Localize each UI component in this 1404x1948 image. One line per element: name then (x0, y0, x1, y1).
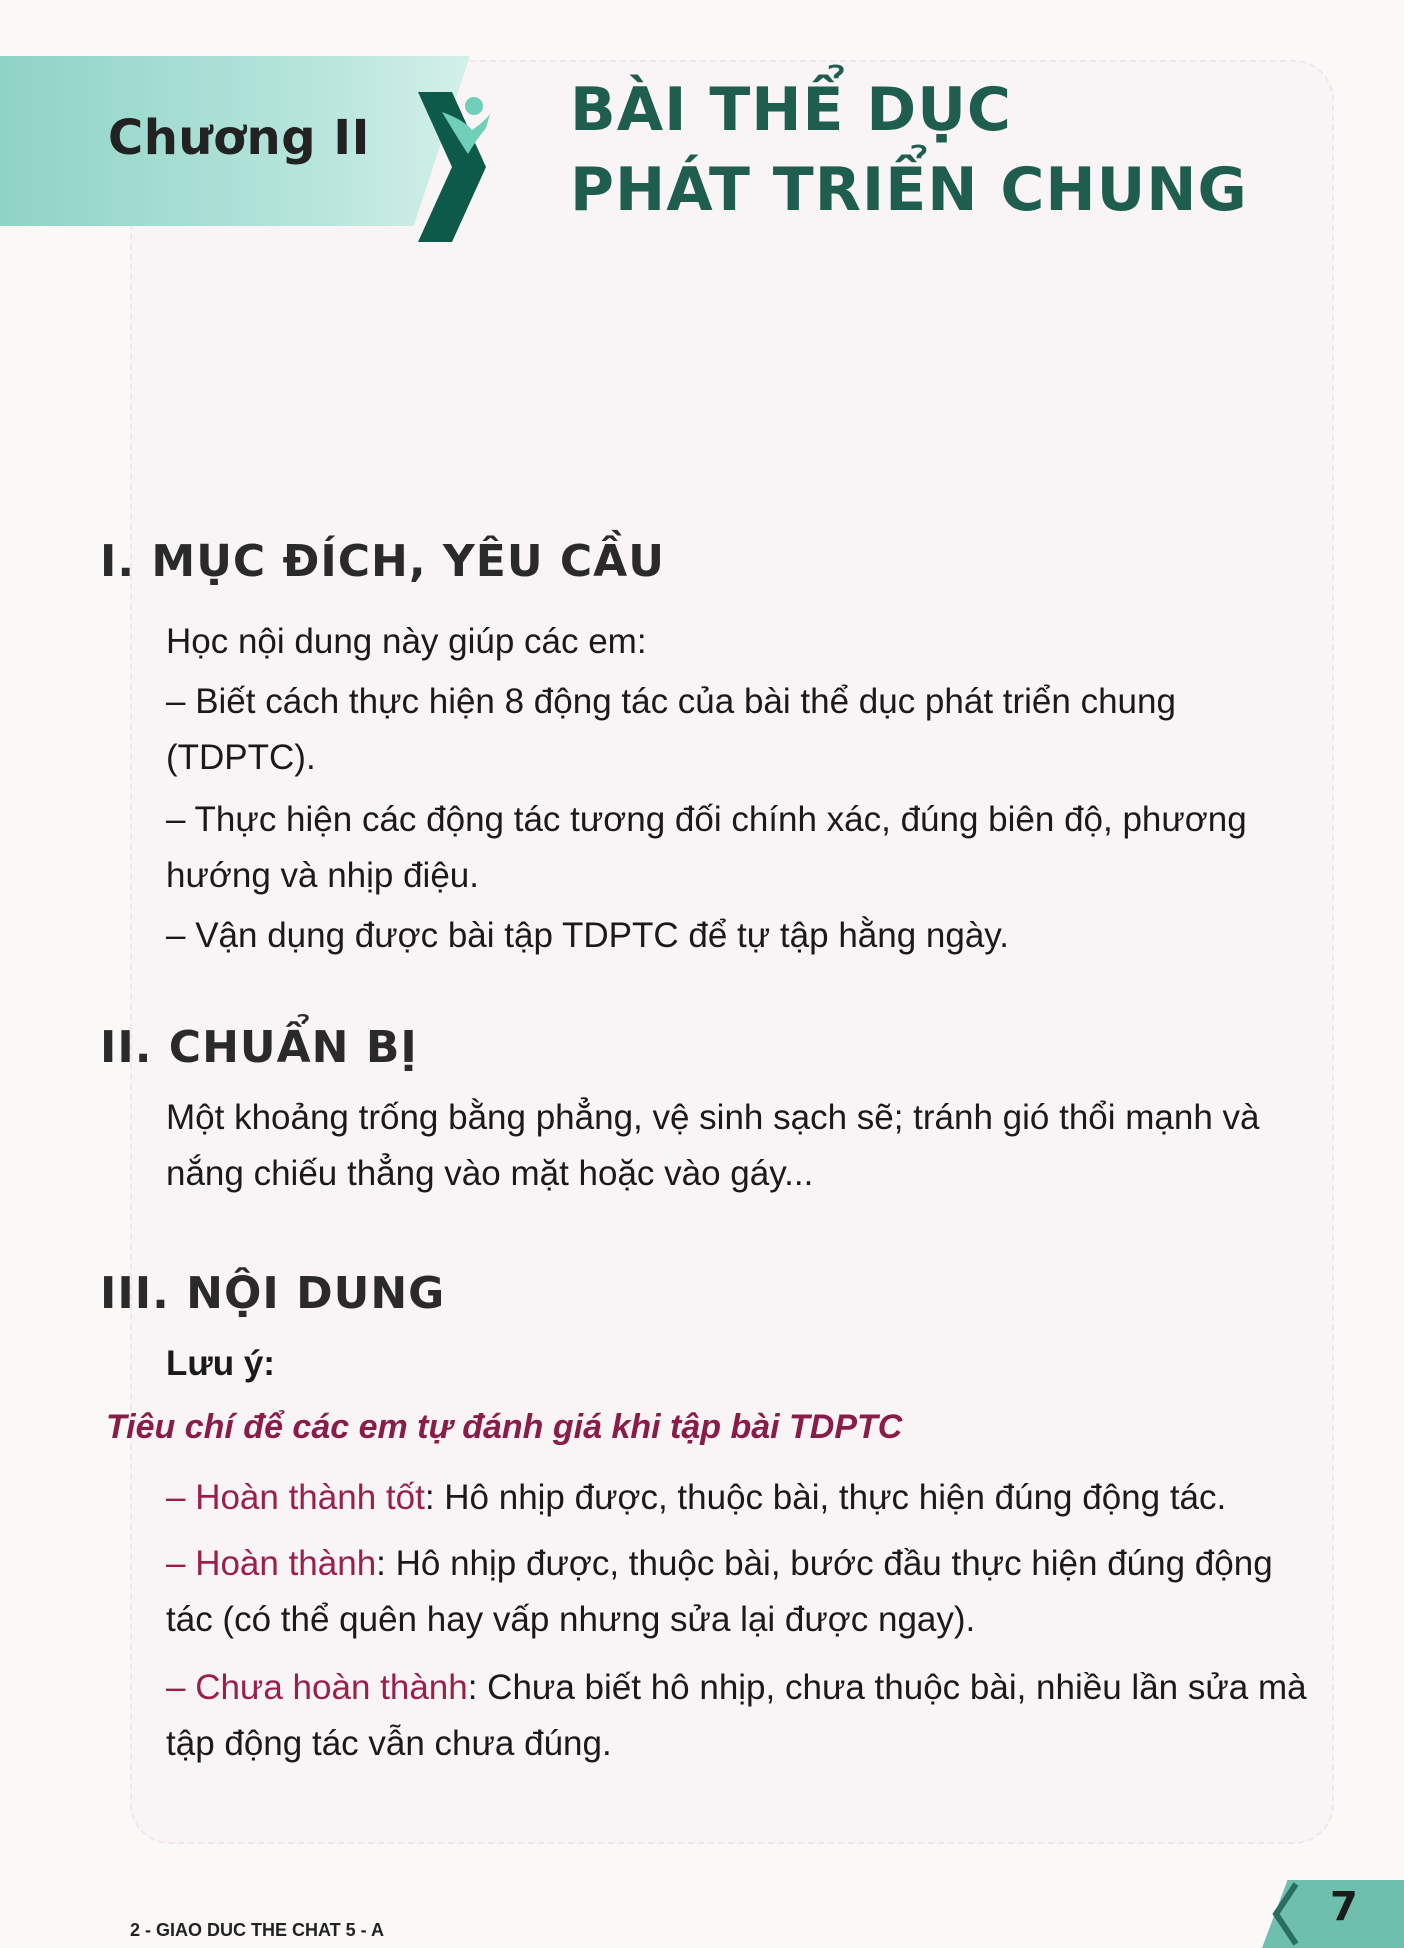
section-heading-purpose: I. MỤC ĐÍCH, YÊU CẦU (100, 536, 665, 587)
criteria-item (166, 1660, 1316, 1772)
criteria-item (166, 1470, 1306, 1526)
section-heading-preparation: II. CHUẨN BỊ (100, 1022, 418, 1073)
tab-chevron-icon (1262, 1880, 1306, 1948)
paragraph: Học nội dung này giúp các em: (166, 622, 647, 661)
footer-text: 2 - GIAO DUC THE CHAT 5 - A (130, 1920, 385, 1940)
section-heading-content: III. NỘI DUNG (100, 1268, 446, 1319)
criteria-title: Tiêu chí để các em tự đánh giá khi tập bài TDPTC (106, 1408, 903, 1446)
criteria-text: : Hô nhịp được, thuộc bài, thực hiện đúng động tác. (424, 1478, 1227, 1517)
chevron-icon (412, 82, 492, 252)
page-number: 7 (1330, 1884, 1358, 1930)
list-item: – Thực hiện các động tác tương đối chính xác, đúng biên độ, phương hướng và nhịp điệu. (166, 800, 1247, 895)
title-line-2: PHÁT TRIỂN CHUNG (570, 155, 1248, 225)
list-item: – Biết cách thực hiện 8 động tác của bài thể dục phát triển chung (TDPTC). (166, 682, 1176, 777)
paragraph: Một khoảng trống bằng phẳng, vệ sinh sạch sẽ; tránh gió thổi mạnh và nắng chiếu thẳng vào mặt hoặc vào gáy... (166, 1098, 1260, 1193)
criteria-label: – Hoàn thành (166, 1544, 377, 1583)
main-title (570, 70, 1248, 230)
criteria-text: : Hô nhịp được, thuộc bài, bước đầu thực hiện đúng động tác (có thể quên hay vấp nhưng sửa lại được ngay). (166, 1544, 1273, 1639)
chapter-label: Chương II (108, 110, 371, 166)
list-item: – Vận dụng được bài tập TDPTC để tự tập hằng ngày. (166, 916, 1009, 955)
note-label: Lưu ý: (166, 1344, 275, 1383)
criteria-label: – Hoàn thành tốt (166, 1478, 425, 1517)
criteria-text: : Chưa biết hô nhịp, chưa thuộc bài, nhiều lần sửa mà tập động tác vẫn chưa đúng. (166, 1668, 1307, 1763)
criteria-label: – Chưa hoàn thành (166, 1668, 468, 1707)
title-line-1: BÀI THỂ DỤC (570, 75, 1012, 145)
criteria-item (166, 1536, 1316, 1648)
